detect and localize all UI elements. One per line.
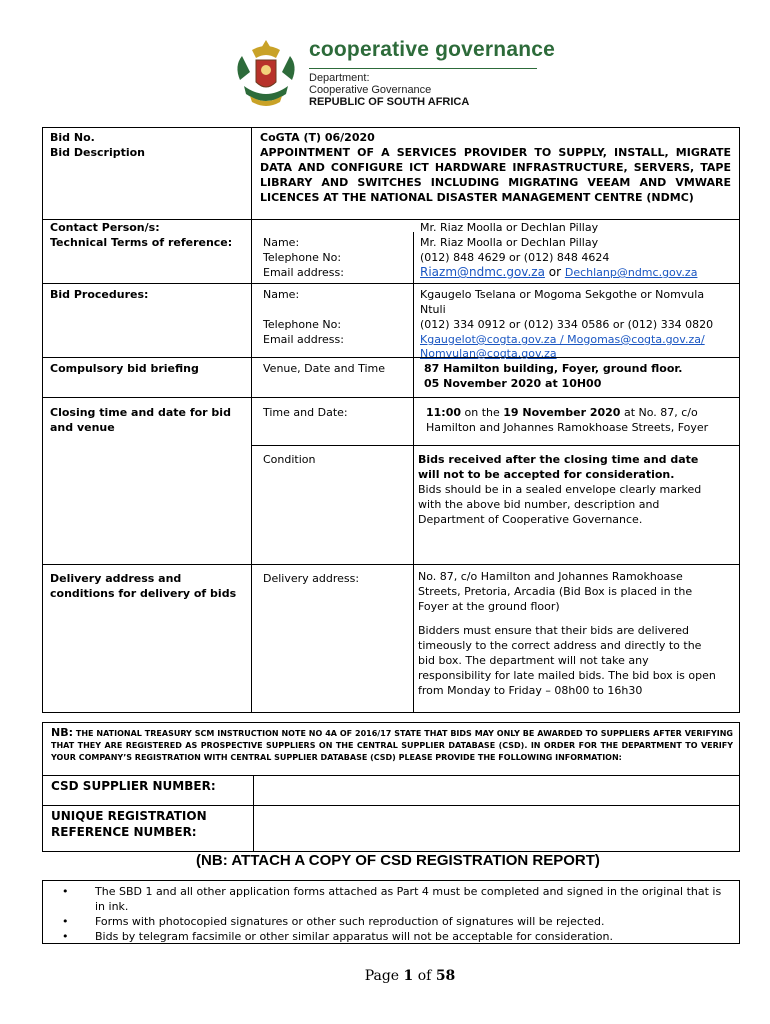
proc-name-label: Name: xyxy=(263,288,300,301)
bid-briefing-label: Compulsory bid briefing xyxy=(50,362,199,375)
tech-email-label: Email address: xyxy=(263,266,344,279)
closing-sub-label: Time and Date: xyxy=(263,406,348,419)
page-current: 1 xyxy=(403,968,414,984)
bullet-list xyxy=(60,884,732,944)
page-of: of xyxy=(413,968,436,984)
closing-venue-line: Hamilton and Johannes Ramokhoase Streets, Foyer xyxy=(426,421,709,434)
closing-time-line xyxy=(426,405,698,420)
list-item xyxy=(60,914,732,929)
list-item xyxy=(60,884,732,914)
org-name: cooperative governance xyxy=(309,38,555,61)
closing-time: 11:00 xyxy=(426,406,462,419)
bid-no-label: Bid No. xyxy=(50,131,95,144)
bullet-text: The SBD 1 and all other application forms attached as Part 4 must be completed and signed in the original that is in ink. xyxy=(95,885,722,913)
proc-telephone-label: Telephone No: xyxy=(263,318,342,331)
page-number xyxy=(0,968,770,984)
csd-supplier-label: CSD SUPPLIER NUMBER: xyxy=(51,779,216,793)
logo-divider xyxy=(309,68,537,69)
bullet-icon: • xyxy=(62,885,69,898)
closing-at-text: at No. 87, c/o xyxy=(620,406,698,419)
proc-telephone-value: (012) 334 0912 or (012) 334 0586 or (012) 334 0820 xyxy=(420,318,714,331)
briefing-venue: 87 Hamilton building, Foyer, ground floor. xyxy=(424,362,683,375)
proc-name-value: Kgaugelo Tselana or Mogoma Sekgothe or Nomvula Ntuli xyxy=(420,288,705,316)
csd-supplier-field[interactable] xyxy=(258,778,734,802)
bid-procedures-label: Bid Procedures: xyxy=(50,288,149,301)
delivery-sub-label: Delivery address: xyxy=(263,572,360,585)
tech-email-link-1[interactable]: Riazm@ndmc.gov.za xyxy=(420,265,545,279)
bid-description-label: Bid Description xyxy=(50,146,146,159)
contact-person-label: Contact Person/s: xyxy=(50,221,160,234)
delivery-note: Bidders must ensure that their bids are delivered timeously to the correct address and directly to the bid box. The department will not take any responsibility for late mailed bids. The bid box is open from Monday to Friday – 08h00 to 16h30 xyxy=(418,624,716,697)
unique-reference-label: UNIQUE REGISTRATION REFERENCE NUMBER: xyxy=(51,809,207,839)
closing-date: 19 November 2020 xyxy=(503,406,621,419)
dept-label: Department: xyxy=(309,72,370,84)
proc-email-link-2[interactable]: Nomvulan@cogta.gov.za xyxy=(420,347,557,360)
bullet-icon: • xyxy=(62,915,69,928)
tech-name-value: Mr. Riaz Moolla or Dechlan Pillay xyxy=(420,236,599,249)
closing-label: Closing time and date for bid and venue xyxy=(50,406,231,434)
tech-email-value xyxy=(420,264,697,281)
tech-email-or: or xyxy=(544,265,565,279)
technical-terms-label: Technical Terms of reference: xyxy=(50,236,233,249)
coat-of-arms-icon xyxy=(232,36,300,112)
briefing-sub-label: Venue, Date and Time xyxy=(263,362,386,375)
dept-name: Cooperative Governance xyxy=(309,84,432,96)
country-name: REPUBLIC OF SOUTH AFRICA xyxy=(309,96,470,108)
tech-telephone-value: (012) 848 4629 or (012) 848 4624 xyxy=(420,251,610,264)
proc-email-label: Email address: xyxy=(263,333,344,346)
tech-contact-line-1: Mr. Riaz Moolla or Dechlan Pillay xyxy=(420,221,599,234)
unique-reference-field[interactable] xyxy=(258,808,734,848)
bid-no-value: CoGTA (T) 06/2020 xyxy=(260,131,375,144)
page-total: 58 xyxy=(435,968,456,984)
bullet-text: Bids by telegram facsimile or other similar apparatus will not be acceptable for consideration. xyxy=(95,930,613,943)
bullet-text: Forms with photocopied signatures or other such reproduction of signatures will be rejected. xyxy=(95,915,605,928)
bullet-icon: • xyxy=(62,930,69,943)
proc-email-link-1[interactable]: Kgaugelot@cogta.gov.za / Mogomas@cogta.gov.za/ xyxy=(420,333,705,346)
tech-telephone-label: Telephone No: xyxy=(263,251,342,264)
condition-bold-text: Bids received after the closing time and date will not to be accepted for consideration. xyxy=(418,453,699,481)
condition-label: Condition xyxy=(263,453,316,466)
tech-name-label: Name: xyxy=(263,236,300,249)
delivery-label: Delivery address and conditions for delivery of bids xyxy=(50,572,237,600)
page-prefix: Page xyxy=(364,968,404,984)
nb-text: THE NATIONAL TREASURY SCM INSTRUCTION NOTE NO 4A OF 2016/17 STATE THAT BIDS MAY ONLY BE AWARDED TO SUPPLIERS AFTER VERIFYING THAT THEY ARE REGISTERED AS PROSPECTIVE SUPPLIERS ON THE CENTRAL SUPPLIER DATABASE (CSD). IN ORDER FOR THE DEPARTMENT TO VERIFY YOUR COMPANY’S REGISTRATION WITH CENTRAL SUPPLIER DATABASE (CSD) PLEASE PROVIDE THE FOLLOWING INFORMATION: xyxy=(51,729,733,762)
delivery-address: No. 87, c/o Hamilton and Johannes Ramokhoase Streets, Pretoria, Arcadia (Bid Box is placed in the Foyer at the ground floor) xyxy=(418,570,693,613)
tech-email-link-2[interactable]: Dechlanp@ndmc.gov.za xyxy=(564,266,698,279)
list-item xyxy=(60,929,732,944)
nb-prefix: NB: xyxy=(51,726,73,739)
closing-on-text: on the xyxy=(461,406,504,419)
condition-text: Bids should be in a sealed envelope clearly marked with the above bid number, description and Department of Cooperative Governance. xyxy=(418,483,702,526)
bid-description-value: APPOINTMENT OF A SERVICES PROVIDER TO SUPPLY, INSTALL, MIGRATE DATA AND CONFIGURE ICT HARDWARE INFRASTRUCTURE, SERVERS, TAPE LIBRARY AND SWITCHES INCLUDING MIGRATING VEEAM AND VMWARE LICENCES AT THE NATIONAL DISASTER MANAGEMENT CENTRE (NDMC) xyxy=(260,146,731,204)
attach-csd-note: (NB: ATTACH A COPY OF CSD REGISTRATION REPORT) xyxy=(196,852,600,869)
briefing-date: 05 November 2020 at 10H00 xyxy=(424,377,602,390)
nb-notice xyxy=(51,727,733,764)
